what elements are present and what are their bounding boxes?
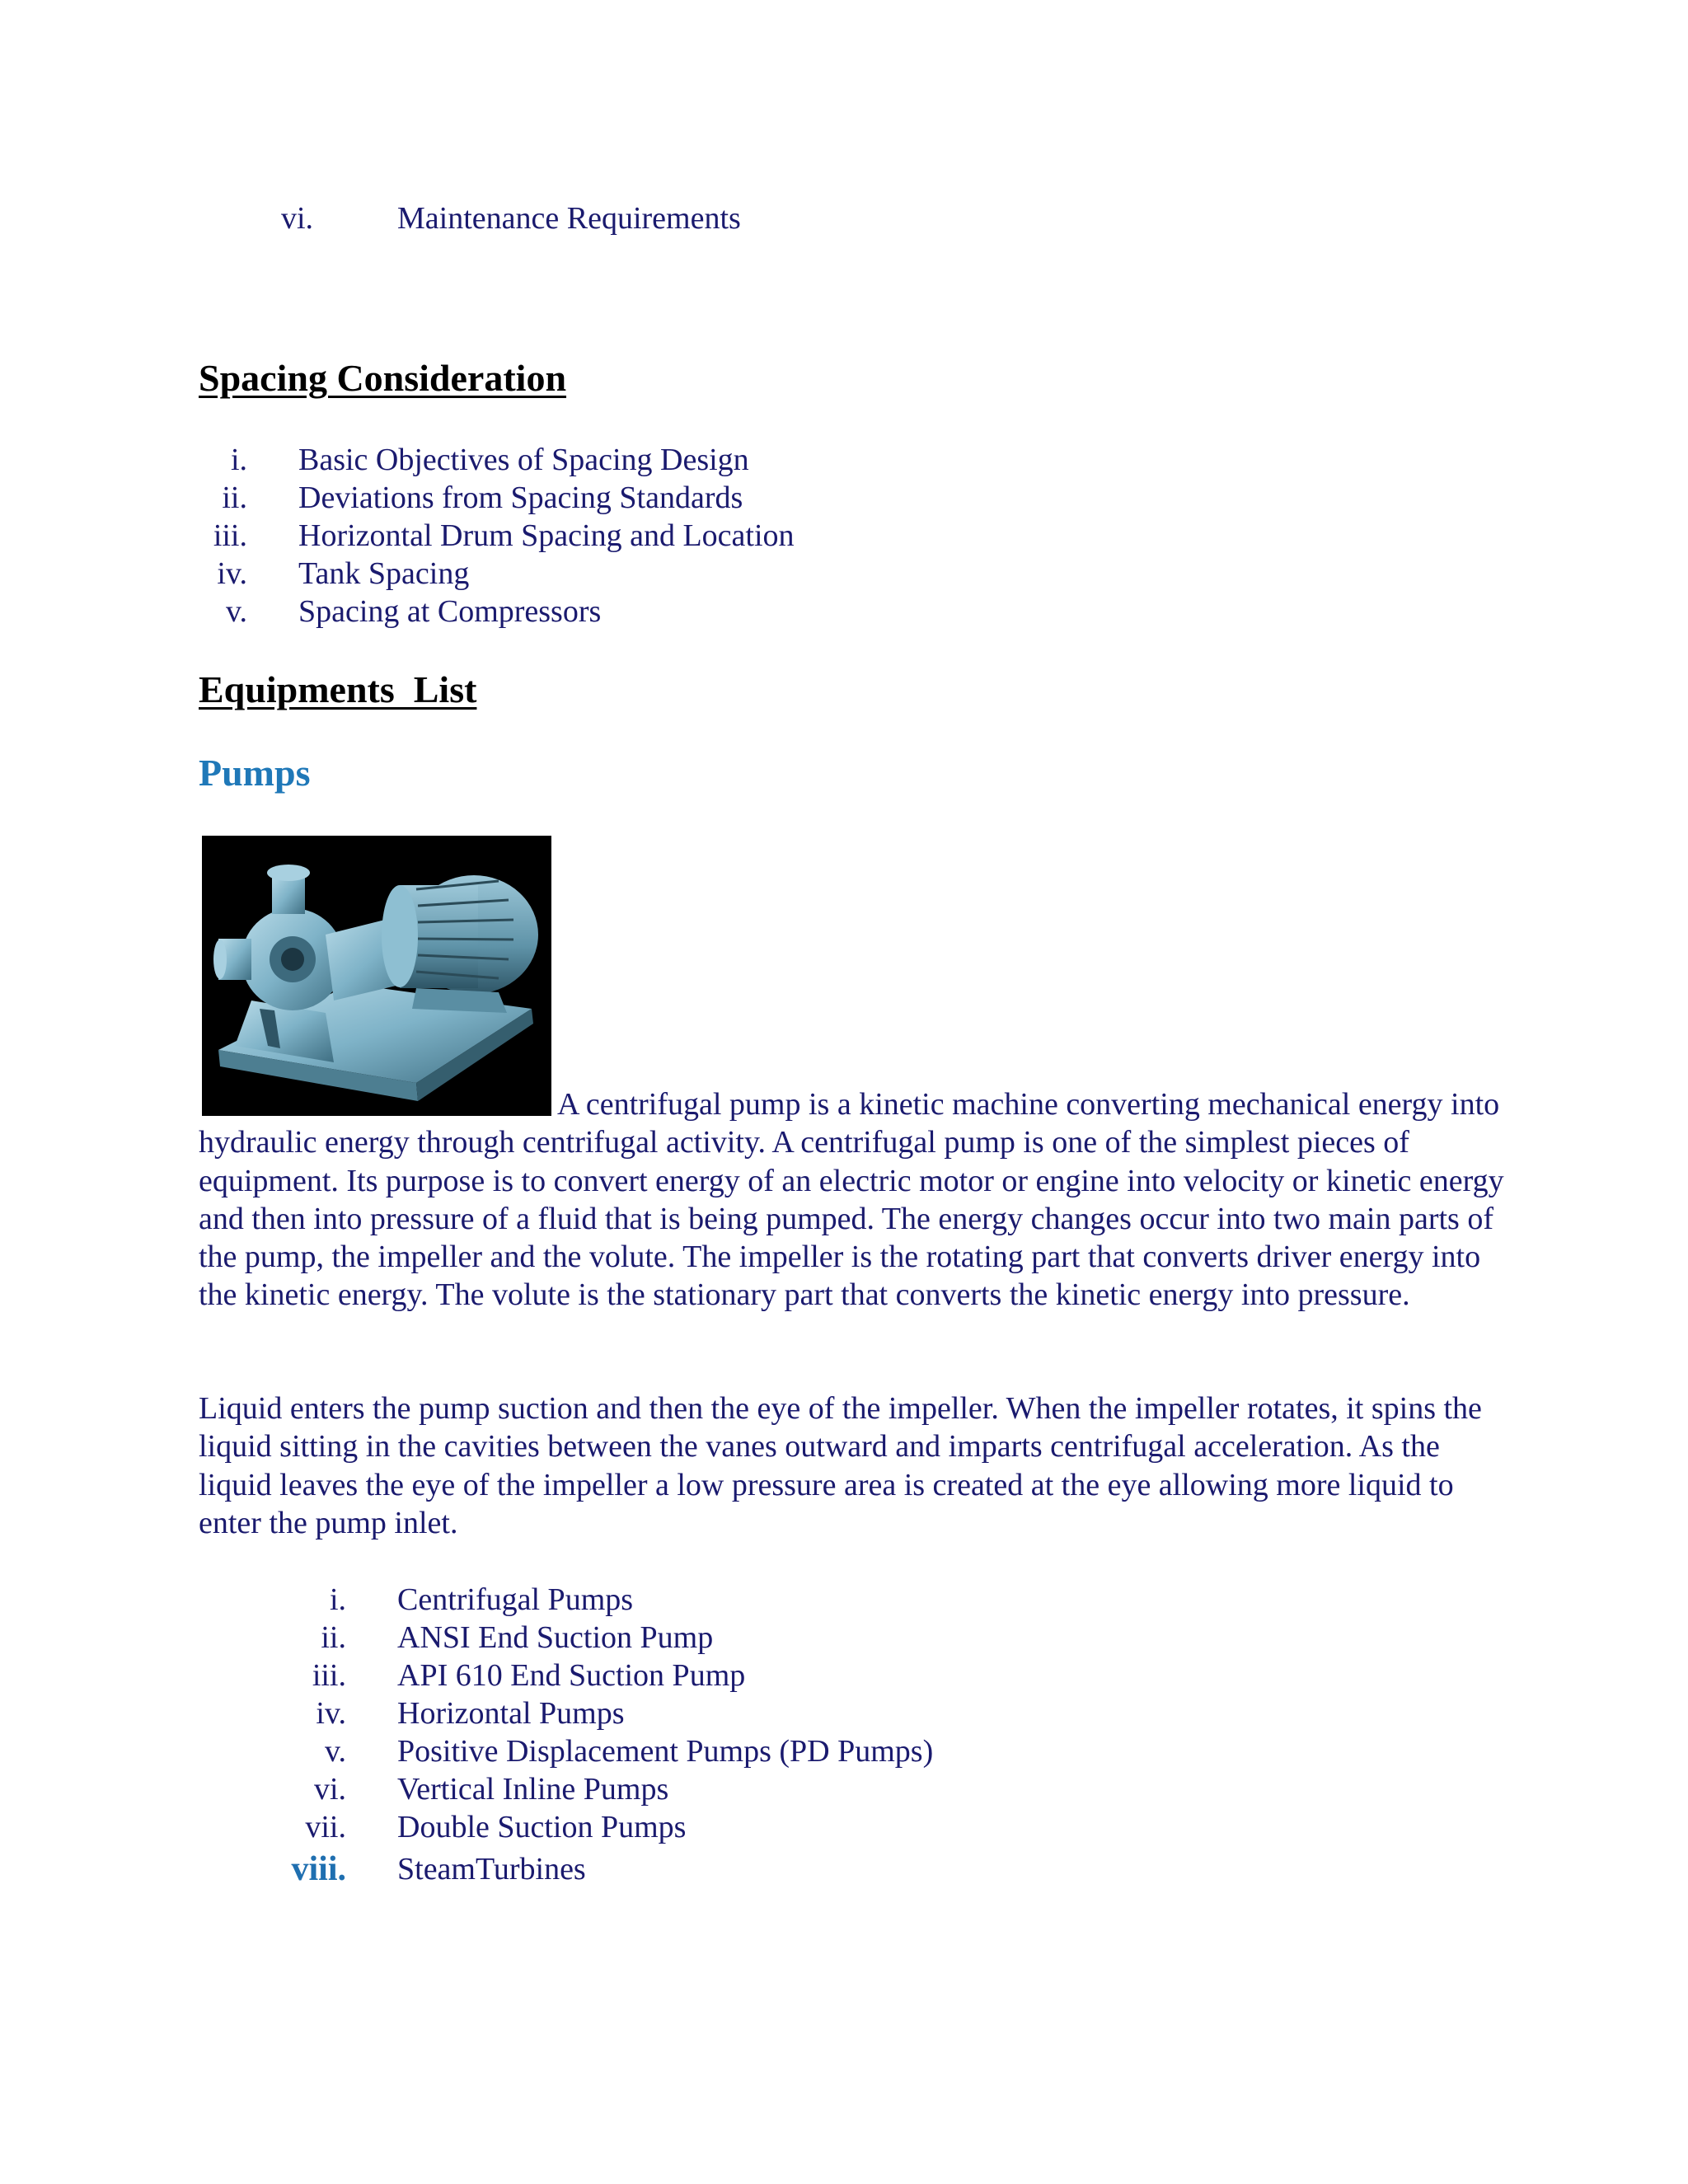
spacing-heading: Spacing Consideration — [199, 357, 567, 399]
list-text: Centrifugal Pumps — [397, 1582, 634, 1617]
list-text: ANSI End Suction Pump — [397, 1620, 714, 1655]
list-number: ii. — [222, 480, 247, 515]
list-text: Basic Objectives of Spacing Design — [298, 443, 749, 477]
list-text: Maintenance Requirements — [397, 201, 741, 236]
list-number: iv. — [217, 556, 247, 591]
pump-operation-paragraph: Liquid enters the pump suction and then the eye of the impeller. When the impeller rotates, it spins the liquid sitting in the cavities between the vanes outward and imparts centrifugal acceleration. As the liquid leaves the eye of the impeller a low pressure area is created at the eye allowing more liquid to enter the pump inlet. — [199, 1391, 1482, 1540]
list-text: Spacing at Compressors — [298, 594, 602, 629]
list-text: Double Suction Pumps — [397, 1810, 687, 1844]
list-number: iv. — [316, 1696, 346, 1731]
pumps-subheading: Pumps — [199, 752, 311, 794]
list-number: i. — [230, 443, 247, 477]
centrifugal-pump-image — [202, 836, 551, 1116]
list-text: Deviations from Spacing Standards — [298, 480, 743, 515]
list-text: Vertical Inline Pumps — [397, 1772, 669, 1807]
list-text: Positive Displacement Pumps (PD Pumps) — [397, 1734, 934, 1769]
list-text: Horizontal Pumps — [397, 1696, 625, 1731]
list-number: viii. — [291, 1850, 346, 1888]
list-number: vii. — [305, 1810, 346, 1844]
list-number: iii. — [312, 1658, 346, 1693]
list-number: v. — [225, 594, 247, 629]
list-number: ii. — [321, 1620, 346, 1655]
list-text: SteamTurbines — [397, 1852, 586, 1886]
list-text: Tank Spacing — [298, 556, 470, 591]
list-text: Horizontal Drum Spacing and Location — [298, 518, 795, 553]
list-number: iii. — [213, 518, 247, 553]
list-number: vi. — [313, 1772, 346, 1807]
list-number: i. — [329, 1582, 346, 1617]
centrifugal-pump-paragraph: A centrifugal pump is a kinetic machine converting mechanical energy into hydraulic energy through centrifugal activity. A centrifugal pump is one of the simplest pieces of equipment. Its purpose is to convert energy of an electric motor or engine into velocity or kinetic energy and then into pressure of a fluid that is being pumped. The energy changes occur into two main parts of the pump, the impeller and the volute. The impeller is the rotating part that converts driver energy into the kinetic energy. The volute is the stationary part that converts the kinetic energy into pressure. — [199, 1087, 1504, 1313]
list-number: vi. — [280, 201, 313, 236]
list-number: v. — [324, 1734, 346, 1769]
list-text: API 610 End Suction Pump — [397, 1658, 746, 1693]
equipment-heading: Equipments List — [199, 668, 477, 710]
